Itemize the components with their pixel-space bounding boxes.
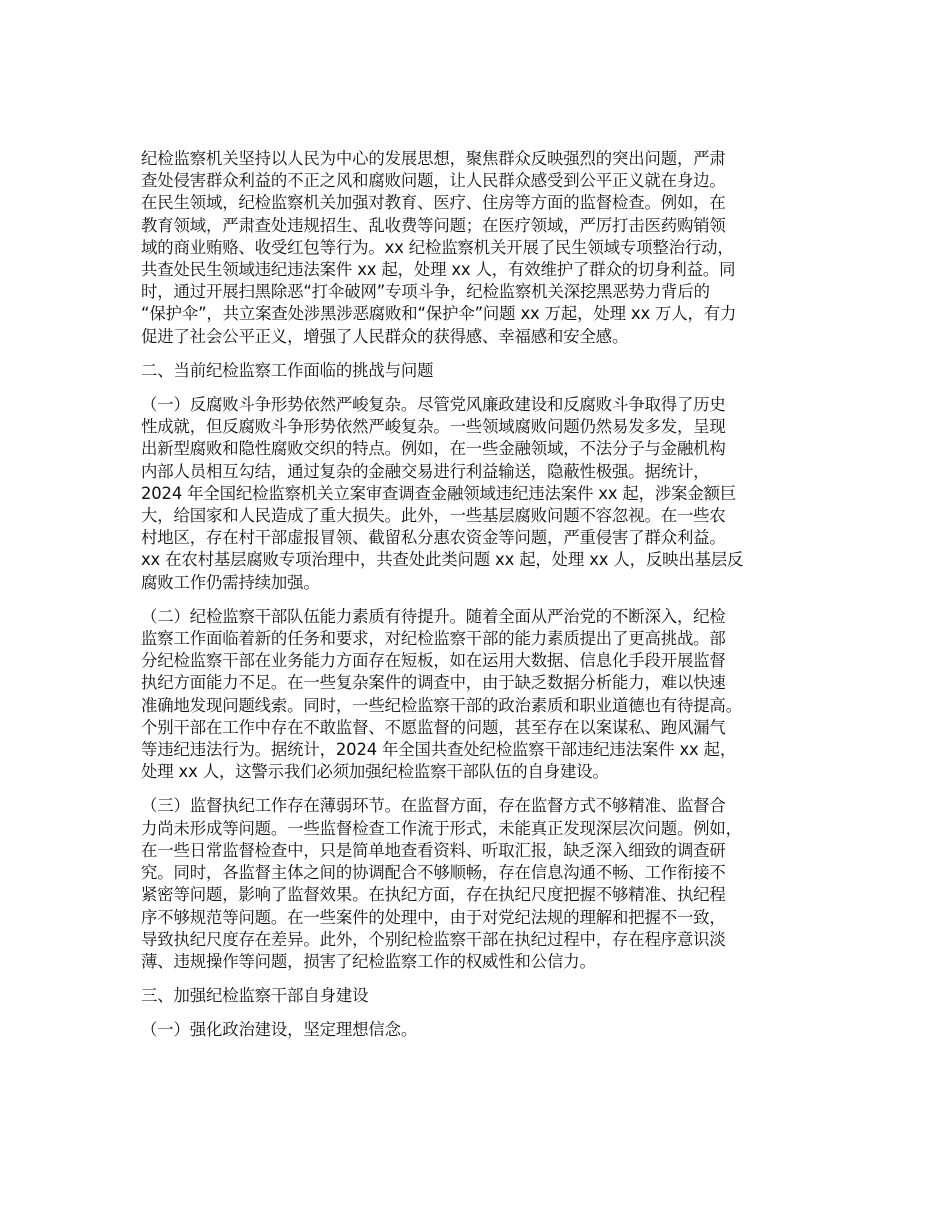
text-line: 监察工作面临着新的任务和要求，对纪检监察干部的能力素质提出了更高挑战。部 (141, 629, 726, 649)
text-line: 域的商业贿赂、收受红包等行为。xx 纪检监察机关开展了民生领域专项整治行动， (141, 237, 734, 257)
paragraph-cadre-capability (141, 606, 841, 784)
text-line: 准确地发现问题线索。同时，一些纪检监察干部的政治素质和职业道德也有待提高。 (141, 695, 742, 715)
text-line: 力尚未形成等问题。一些监督检查工作流于形式，未能真正发现深层次问题。例如， (141, 818, 742, 838)
text-line: 村地区，存在村干部虚报冒领、截留私分惠农资金等问题，严重侵害了群众利益。 (141, 528, 726, 548)
text-line: 分纪检监察干部在业务能力方面存在短板，如在运用大数据、信息化手段开展监督 (141, 651, 726, 671)
text-line: 2024 年全国纪检监察机关立案审查调查金融领域违纪违法案件 xx 起，涉案金额巨 (141, 483, 737, 503)
text-line: 紧密等问题，影响了监督效果。在执纪方面，存在执纪尺度把握不够精准、执纪程 (141, 885, 726, 905)
text-line: 教育领域，严肃查处违规招生、乱收费等问题；在医疗领域，严厉打击医药购销领 (141, 215, 726, 235)
section-heading-2 (141, 360, 841, 382)
text-line: xx 在农村基层腐败专项治理中，共查处此类问题 xx 起，处理 xx 人，反映出基层反 (141, 550, 744, 570)
heading-text: 二、当前纪检监察工作面临的挑战与问题 (141, 360, 434, 380)
text-line: 序不够规范等问题。在一些案件的处理中，由于对党纪法规的理解和把握不一致， (141, 907, 726, 927)
text-line: 在民生领域，纪检监察机关加强对教育、医疗、住房等方面的监督检查。例如，在 (141, 193, 726, 213)
heading-text: 三、加强纪检监察干部自身建设 (141, 986, 369, 1006)
text-line: 导致执纪尺度存在差异。此外，个别纪检监察干部在执纪过程中，存在程序意识淡 (141, 929, 726, 949)
text-line: （一）反腐败斗争形势依然严峻复杂。尽管党风廉政建设和反腐败斗争取得了历史 (141, 395, 726, 415)
text-line: “保护伞”，共立案查处涉黑涉恶腐败和“保护伞”问题 xx 万起，处理 xx 万人，有力 (141, 304, 737, 324)
section-heading-3 (141, 985, 841, 1007)
text-line: 内部人员相互勾结，通过复杂的金融交易进行利益输送，隐蔽性极强。据统计， (141, 461, 710, 481)
paragraph-supervision-weakness (141, 795, 841, 973)
text-line: 大，给国家和人民造成了重大损失。此外，一些基层腐败问题不容忽视。在一些农 (141, 506, 726, 526)
text-line: 等违纪违法行为。据统计，2024 年全国共查处纪检监察干部违纪违法案件 xx 起， (141, 740, 737, 760)
text-line: 时，通过开展扫黑除恶“打伞破网”专项斗争，纪检监察机关深挖黑恶势力背后的 (141, 282, 710, 302)
text-line: 共查处民生领域违纪违法案件 xx 起，处理 xx 人，有效维护了群众的切身利益。同 (141, 260, 736, 280)
text-line: 出新型腐败和隐性腐败交织的特点。例如，在一些金融领域，不法分子与金融机构 (141, 439, 726, 459)
paragraph-political-building (141, 1019, 841, 1041)
text-line: 薄、违规操作等问题，损害了纪检监察工作的权威性和公信力。 (141, 951, 596, 971)
text-line: 性成就，但反腐败斗争形势依然严峻复杂。一些领域腐败问题仍然易发多发，呈现 (141, 417, 726, 437)
text-line: 执纪方面能力不足。在一些复杂案件的调查中，由于缺乏数据分析能力，难以快速 (141, 673, 726, 693)
text-line: （二）纪检监察干部队伍能力素质有待提升。随着全面从严治党的不断深入，纪检 (141, 606, 726, 626)
text-line: 处理 xx 人，这警示我们必须加强纪检监察干部队伍的自身建设。 (141, 762, 609, 782)
text-line: 究。同时，各监督主体之间的协调配合不够顺畅，存在信息沟通不畅、工作衔接不 (141, 863, 726, 883)
paragraph-anti-corruption-situation (141, 394, 841, 594)
paragraph-people-centered (141, 148, 841, 348)
text-line: （三）监督执纪工作存在薄弱环节。在监督方面，存在监督方式不够精准、监督合 (141, 796, 726, 816)
text-line: 腐败工作仍需持续加强。 (141, 572, 320, 592)
text-line: 纪检监察机关坚持以人民为中心的发展思想，聚焦群众反映强烈的突出问题，严肃 (141, 149, 726, 168)
text-line: （一）强化政治建设，坚定理想信念。 (141, 1020, 418, 1040)
text-line: 在一些日常监督检查中，只是简单地查看资料、听取汇报，缺乏深入细致的调查研 (141, 840, 726, 860)
text-line: 个别干部在工作中存在不敢监督、不愿监督的问题，甚至存在以案谋私、跑风漏气 (141, 717, 726, 737)
document-page (141, 148, 841, 1054)
text-line: 促进了社会公平正义，增强了人民群众的获得感、幸福感和安全感。 (141, 326, 629, 346)
text-line: 查处侵害群众利益的不正之风和腐败问题，让人民群众感受到公平正义就在身边。 (141, 171, 726, 191)
